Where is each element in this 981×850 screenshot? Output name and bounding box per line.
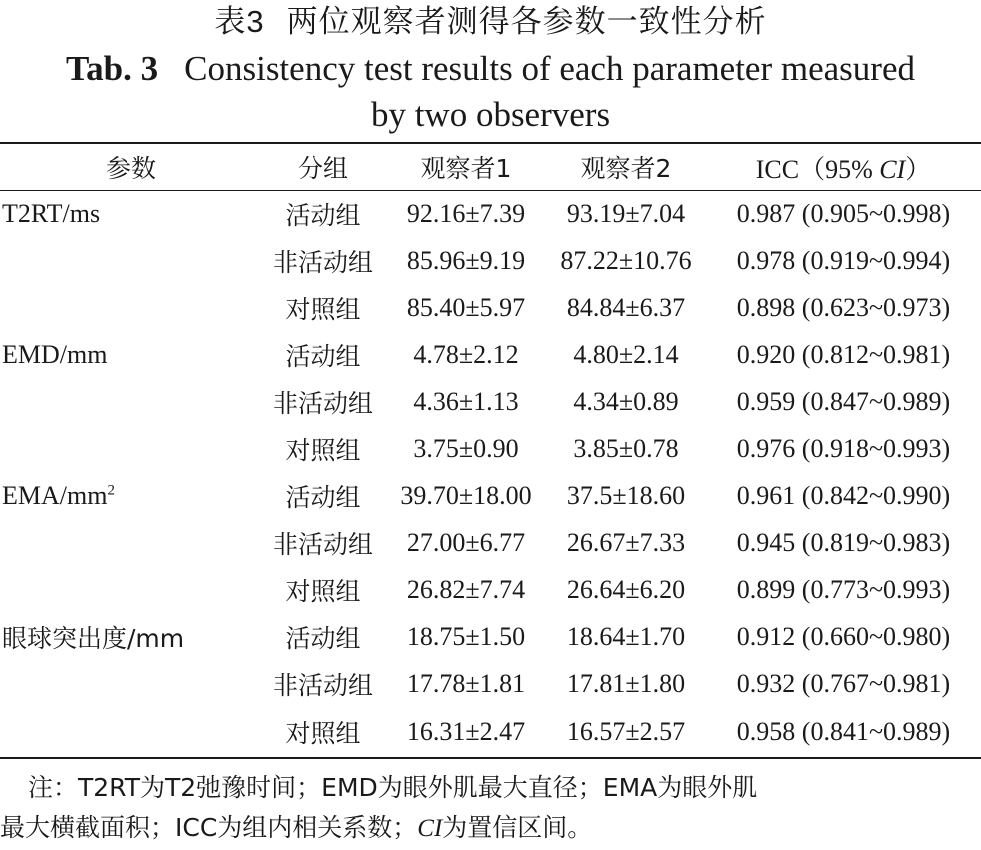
cell-icc: 0.958 (0.841~0.989) xyxy=(736,716,951,746)
cell-param-superscript: 2 xyxy=(107,482,115,499)
cell-observer-1: 4.36±1.13 xyxy=(413,386,519,416)
table-row xyxy=(0,708,981,755)
footnote-line-2-part-b: 为置信区间。 xyxy=(442,813,593,842)
cell-observer-1: 4.78±2.12 xyxy=(413,339,519,369)
cell-observer-1: 26.82±7.74 xyxy=(406,575,526,605)
table-number-en: Tab. 3 xyxy=(66,49,159,88)
header-icc-ci: CI xyxy=(879,154,906,184)
table-title-cn-text: 两位观察者测得各参数一致性分析 xyxy=(286,4,767,40)
cell-observer-1: 16.31±2.47 xyxy=(406,716,526,746)
table-row xyxy=(0,473,981,520)
table-bottom-rule xyxy=(0,757,981,759)
cell-icc: 0.976 (0.918~0.993) xyxy=(736,434,951,464)
table-title-en xyxy=(0,46,981,138)
cell-icc: 0.978 (0.919~0.994) xyxy=(736,245,951,275)
cell-observer-2: 18.64±1.70 xyxy=(566,622,686,652)
header-param: 参数 xyxy=(105,154,156,183)
cell-observer-2: 16.57±2.57 xyxy=(566,716,686,746)
cell-param xyxy=(0,237,260,284)
cell-observer-2: 26.67±7.33 xyxy=(566,528,686,558)
table-title-cn xyxy=(0,2,981,42)
cell-group: 对照组 xyxy=(285,577,361,607)
table-row xyxy=(0,661,981,708)
cell-observer-1: 92.16±7.39 xyxy=(406,198,526,228)
table-row xyxy=(0,425,981,472)
table-row xyxy=(0,237,981,284)
cell-param: EMD/mm xyxy=(2,339,108,369)
header-observer-2: 观察者2 xyxy=(580,154,672,183)
cell-param xyxy=(0,567,260,614)
cell-param xyxy=(0,520,260,567)
cell-icc: 0.899 (0.773~0.993) xyxy=(736,575,951,605)
cell-observer-2: 37.5±18.60 xyxy=(566,481,686,511)
cell-param xyxy=(0,473,260,520)
cell-param-text: 眼球突出度/mm xyxy=(2,624,185,654)
table-row xyxy=(0,190,981,237)
header-icc-prefix: ICC（95% xyxy=(755,154,880,184)
cell-icc: 0.961 (0.842~0.990) xyxy=(736,481,951,511)
header-icc xyxy=(706,144,981,190)
cell-observer-2: 4.80±2.14 xyxy=(573,339,679,369)
table-header-row xyxy=(0,144,981,190)
cell-icc: 0.898 (0.623~0.973) xyxy=(736,292,951,322)
cell-param xyxy=(0,708,260,755)
cell-group: 非活动组 xyxy=(272,671,373,701)
footnote-line-1: 注：T2RT为T2弛豫时间；EMD为眼外肌最大直径；EMA为眼外肌 xyxy=(28,773,758,802)
cell-observer-2: 87.22±10.76 xyxy=(560,245,692,275)
cell-observer-1: 18.75±1.50 xyxy=(406,622,526,652)
cell-observer-1: 3.75±0.90 xyxy=(413,434,519,464)
consistency-table xyxy=(0,144,981,755)
cell-group: 非活动组 xyxy=(272,530,373,560)
cell-group: 活动组 xyxy=(285,624,361,654)
cell-param xyxy=(0,378,260,425)
cell-observer-2: 93.19±7.04 xyxy=(566,198,686,228)
cell-group: 非活动组 xyxy=(272,247,373,277)
header-observer-1: 观察者1 xyxy=(420,154,512,183)
cell-group: 非活动组 xyxy=(272,388,373,418)
cell-param-text: EMA/mm xyxy=(2,481,108,511)
cell-group: 活动组 xyxy=(285,483,361,513)
cell-observer-2: 4.34±0.89 xyxy=(573,386,679,416)
cell-param xyxy=(0,614,260,661)
cell-observer-2: 26.64±6.20 xyxy=(566,575,686,605)
cell-icc: 0.920 (0.812~0.981) xyxy=(736,339,951,369)
table-row xyxy=(0,567,981,614)
cell-observer-2: 17.81±1.80 xyxy=(566,669,686,699)
cell-param xyxy=(0,661,260,708)
cell-param: T2RT/ms xyxy=(2,198,101,228)
cell-observer-1: 27.00±6.77 xyxy=(406,528,526,558)
table-title-en-line1: Consistency test results of each parameter measured xyxy=(184,49,915,88)
table-row xyxy=(0,520,981,567)
table-row xyxy=(0,378,981,425)
cell-icc: 0.932 (0.767~0.981) xyxy=(736,669,951,699)
cell-observer-1: 85.40±5.97 xyxy=(406,292,526,322)
cell-icc: 0.912 (0.660~0.980) xyxy=(736,622,951,652)
header-icc-suffix: ） xyxy=(905,154,932,184)
table-footnote xyxy=(0,768,981,849)
table-number-cn: 表3 xyxy=(214,4,265,39)
cell-param xyxy=(0,284,260,331)
cell-observer-1: 85.96±9.19 xyxy=(406,245,526,275)
cell-param xyxy=(0,425,260,472)
cell-observer-1: 17.78±1.81 xyxy=(406,669,526,699)
cell-group: 对照组 xyxy=(285,294,361,324)
cell-group: 对照组 xyxy=(285,718,361,748)
cell-group: 活动组 xyxy=(285,200,361,230)
table-row xyxy=(0,614,981,661)
cell-icc: 0.987 (0.905~0.998) xyxy=(736,198,951,228)
table-row xyxy=(0,284,981,331)
footnote-line-2 xyxy=(0,808,981,849)
cell-observer-2: 3.85±0.78 xyxy=(573,434,679,464)
cell-group: 对照组 xyxy=(285,436,361,466)
footnote-line-2-part-a: 最大横截面积；ICC为组内相关系数； xyxy=(0,813,418,842)
table-row xyxy=(0,331,981,378)
cell-observer-2: 84.84±6.37 xyxy=(566,292,686,322)
footnote-ci: CI xyxy=(417,815,443,842)
cell-observer-1: 39.70±18.00 xyxy=(400,481,532,511)
header-group: 分组 xyxy=(297,156,348,183)
table-title-en-line2: by two observers xyxy=(370,95,611,134)
cell-group: 活动组 xyxy=(285,341,361,371)
cell-icc: 0.959 (0.847~0.989) xyxy=(736,386,951,416)
cell-icc: 0.945 (0.819~0.983) xyxy=(736,528,951,558)
